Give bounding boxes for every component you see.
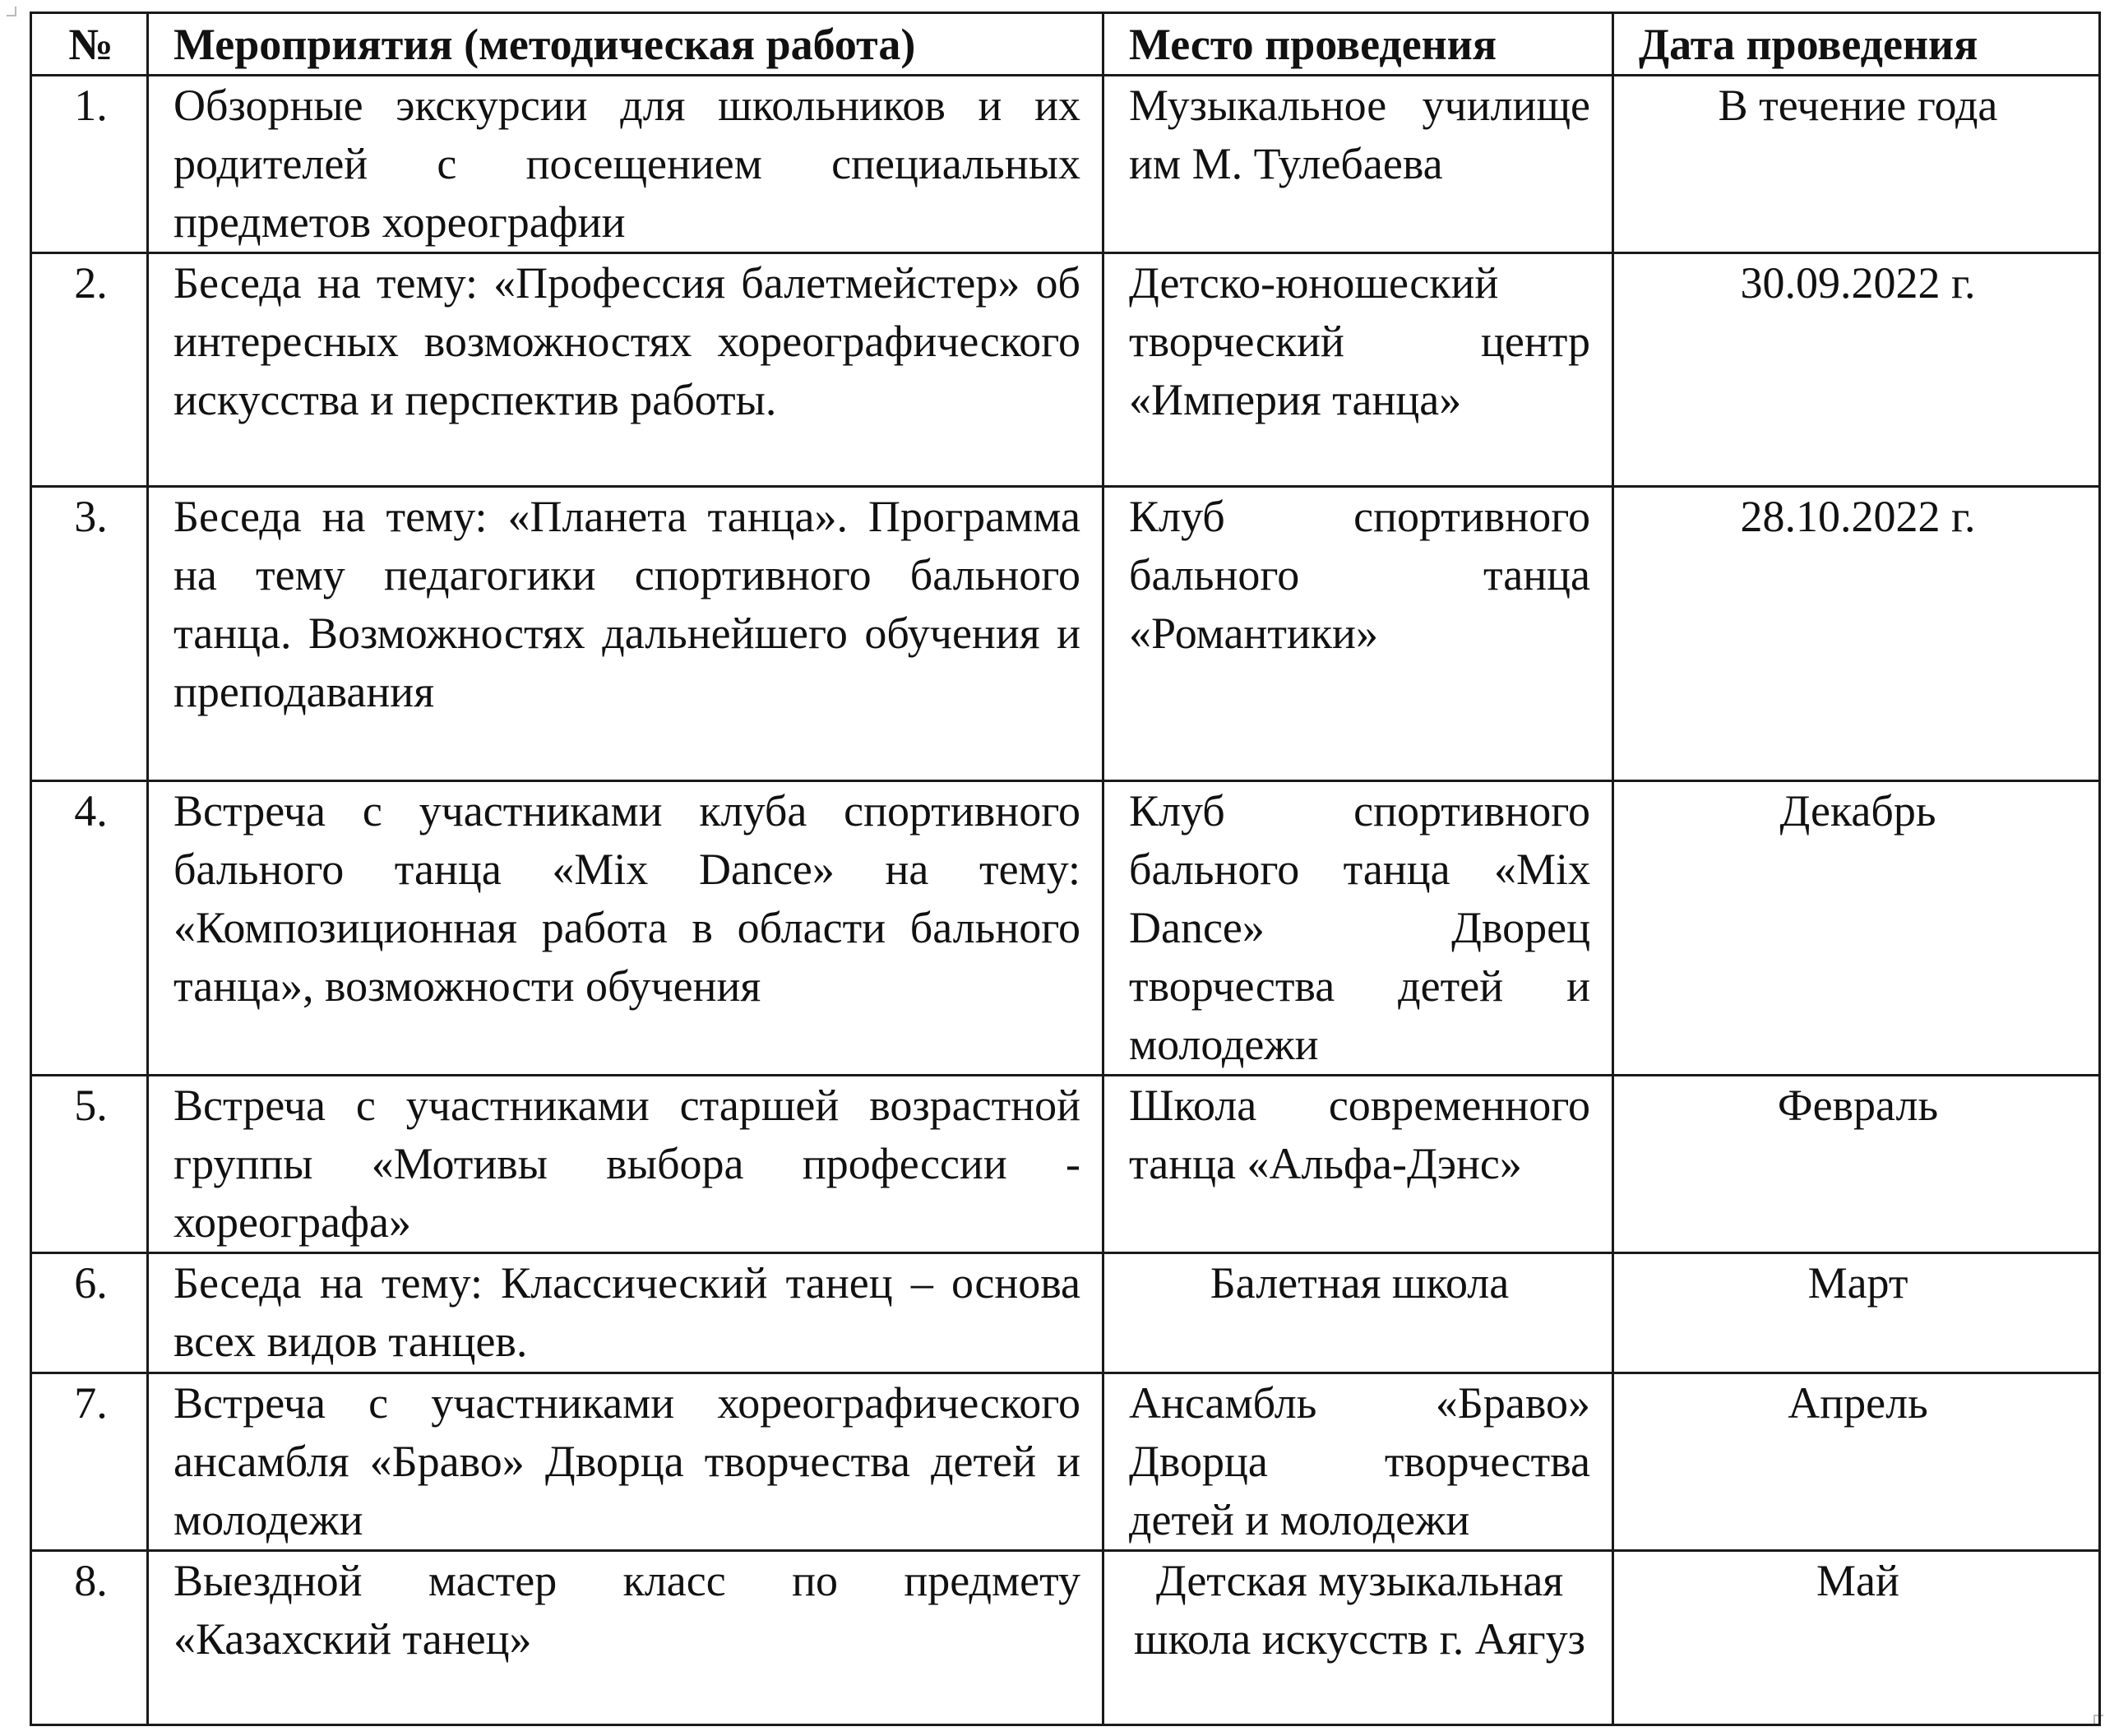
row-place: Клуб спортивного бального танца «Mix Dance» Дворец творчества детей и молодежи	[1103, 781, 1613, 1076]
row-event: Встреча с участниками хореографического ансамбля «Браво» Дворца творчества детей и молодежи	[148, 1373, 1103, 1551]
header-place: Место проведения	[1103, 13, 1613, 76]
header-event: Мероприятия (методическая работа)	[148, 13, 1103, 76]
row-number: 7.	[31, 1373, 148, 1551]
row-number: 5.	[31, 1076, 148, 1253]
row-number: 3.	[31, 487, 148, 781]
row-number: 1.	[31, 76, 148, 253]
row-place: Ансамбль «Браво» Дворца творчества детей и молодежи	[1103, 1373, 1613, 1551]
table-row	[31, 1076, 2100, 1253]
row-event: Выездной мастер класс по предмету «Казахский танец»	[148, 1551, 1103, 1725]
row-date: Май	[1613, 1551, 2100, 1725]
row-number: 8.	[31, 1551, 148, 1725]
table-row	[31, 1551, 2100, 1725]
row-date: В течение года	[1613, 76, 2100, 253]
row-number: 2.	[31, 253, 148, 487]
table-row	[31, 1253, 2100, 1373]
row-event: Встреча с участниками старшей возрастной группы «Мотивы выбора профессии - хореографа»	[148, 1076, 1103, 1253]
page-corner-mark	[7, 7, 16, 16]
row-date: Март	[1613, 1253, 2100, 1373]
table-header-row	[31, 13, 2100, 76]
row-event: Беседа на тему: «Планета танца». Программа на тему педагогики спортивного бального танца. Возможностях дальнейшего обучения и преподавания	[148, 487, 1103, 781]
row-place: Школа современного танца «Альфа-Дэнс»	[1103, 1076, 1613, 1253]
row-date: Апрель	[1613, 1373, 2100, 1551]
row-number: 4.	[31, 781, 148, 1076]
row-place: Детская музыкальная школа искусств г. Аягуз	[1103, 1551, 1613, 1725]
row-event: Беседа на тему: «Профессия балетмейстер» об интересных возможностях хореографического искусства и перспектив работы.	[148, 253, 1103, 487]
row-event: Беседа на тему: Классический танец – основа всех видов танцев.	[148, 1253, 1103, 1373]
row-place: Балетная школа	[1103, 1253, 1613, 1373]
table-row	[31, 781, 2100, 1076]
table-row	[31, 1373, 2100, 1551]
events-table	[30, 12, 2101, 1726]
row-date: 30.09.2022 г.	[1613, 253, 2100, 487]
header-number: №	[31, 13, 148, 76]
table-row	[31, 487, 2100, 781]
row-event: Обзорные экскурсии для школьников и их родителей с посещением специальных предметов хореографии	[148, 76, 1103, 253]
table-row	[31, 76, 2100, 253]
row-number: 6.	[31, 1253, 148, 1373]
row-date: Февраль	[1613, 1076, 2100, 1253]
row-place: Музыкальное училище им М. Тулебаева	[1103, 76, 1613, 253]
header-date: Дата проведения	[1613, 13, 2100, 76]
row-place: Клуб спортивного бального танца «Романтики»	[1103, 487, 1613, 781]
table-row	[31, 253, 2100, 487]
row-place: Детско-юношеский творческий центр «Империя танца»	[1103, 253, 1613, 487]
row-date: 28.10.2022 г.	[1613, 487, 2100, 781]
row-date: Декабрь	[1613, 781, 2100, 1076]
row-event: Встреча с участниками клуба спортивного бального танца «Mix Dance» на тему: «Композиционная работа в области бального танца», возможности обучения	[148, 781, 1103, 1076]
